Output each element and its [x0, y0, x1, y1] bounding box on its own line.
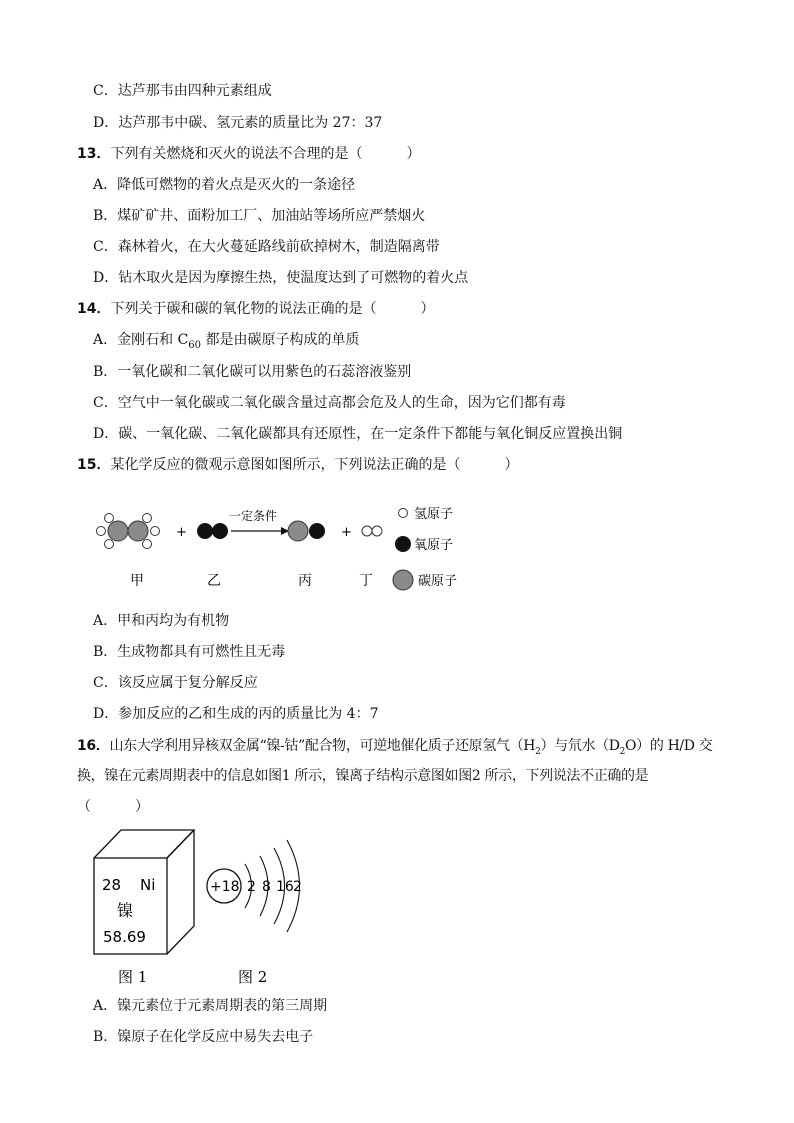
label-bing: 丙 — [298, 573, 312, 589]
question-16-stem-line1: 16．山东大学利用异核双金属“镍-钴”配合物，可逆地催化质子还原氢气$(H_2)$与氘水$(D_2O)$的 H/D 交 — [77, 738, 713, 757]
question-14-stem: 14．下列关于碳和碳的氧化物的说法正确的是（ ） — [77, 301, 435, 317]
hydrogen-atom — [151, 527, 160, 536]
hydrogen-atom — [97, 527, 106, 536]
legend-oxygen-icon — [395, 536, 411, 552]
q15-option-c: C．该反应属于复分解反应 — [93, 675, 258, 691]
label-yi: 乙 — [207, 573, 221, 589]
question-16-paren: （ ） — [77, 799, 149, 815]
shell-4-count: 2 — [293, 879, 302, 895]
figure-1-label: 图 1 — [118, 968, 148, 986]
option-c-prev: C．达芦那韦由四种元素组成 — [93, 83, 272, 99]
element-symbol: Ni — [140, 876, 156, 894]
question-16-stem-line2: 换，镍在元素周期表中的信息如图1 所示，镍离子结构示意图如图2 所示，下列说法不正确的是 — [77, 768, 649, 784]
plus-sign: + — [176, 525, 187, 540]
hydrogen-atom — [105, 514, 114, 523]
molecule-yi — [197, 523, 228, 539]
reaction-diagram — [90, 498, 480, 598]
option-d-prev: D．达芦那韦中碳、氢元素的质量比为 27：37 — [93, 115, 383, 131]
legend-hydrogen-label: 氢原子 — [414, 507, 454, 522]
hydrogen-atom — [372, 526, 382, 536]
atomic-mass: 58.69 — [103, 928, 146, 946]
q14-option-a: A．金刚石和 $C_{60}$ 都是由碳原子构成的单质 — [93, 332, 360, 351]
q13-option-c: C．森林着火，在大火蔓延路线前砍掉树木，制造隔离带 — [93, 239, 440, 255]
carbon-atom — [128, 521, 148, 541]
oxygen-atom — [212, 523, 228, 539]
legend-carbon-icon — [393, 570, 413, 590]
hydrogen-atom — [105, 540, 114, 549]
shell-3-count: 16 — [276, 879, 294, 895]
condition-label: 一定条件 — [229, 509, 278, 523]
figure-2-label: 图 2 — [238, 968, 268, 986]
molecule-bing — [288, 521, 325, 541]
label-jia: 甲 — [130, 573, 144, 589]
legend-hydrogen-icon — [399, 509, 408, 518]
shell-2-count: 8 — [262, 879, 271, 895]
question-13-stem: 13．下列有关燃烧和灭火的说法不合理的是（ ） — [77, 146, 421, 162]
q13-option-a: A．降低可燃物的着火点是灭火的一条途径 — [93, 177, 356, 193]
plus-sign: + — [341, 525, 352, 540]
molecule-ding — [362, 526, 382, 536]
hydrogen-atom — [143, 514, 152, 523]
q14-option-d: D．碳、一氧化碳、二氧化碳都具有还原性，在一定条件下都能与氧化铜反应置换出铜 — [93, 426, 623, 442]
hydrogen-atom — [362, 526, 372, 536]
hydrogen-atom — [143, 540, 152, 549]
q16-option-a: A．镍元素位于元素周期表的第三周期 — [93, 998, 328, 1014]
legend-oxygen-label: 氧原子 — [414, 538, 454, 553]
element-name: 镍 — [117, 901, 134, 920]
q13-option-d: D．钻木取火是因为摩擦生热，使温度达到了可燃物的着火点 — [93, 270, 469, 286]
legend-carbon-label: 碳原子 — [418, 574, 458, 589]
q14-option-c: C．空气中一氧化碳或二氧化碳含量过高都会危及人的生命，因为它们都有毒 — [93, 395, 566, 411]
nickel-figures — [90, 824, 320, 994]
q15-option-a: A．甲和丙均为有机物 — [93, 613, 230, 629]
q15-option-d: D．参加反应的乙和生成的丙的质量比为 4：7 — [93, 706, 379, 722]
carbon-atom — [288, 521, 308, 541]
q13-option-b: B．煤矿矿井、面粉加工厂、加油站等场所应严禁烟火 — [93, 208, 426, 224]
oxygen-atom — [309, 523, 325, 539]
shell-1-count: 2 — [247, 879, 256, 895]
label-ding: 丁 — [359, 573, 373, 589]
carbon-atom — [108, 521, 128, 541]
q16-option-b: B．镍原子在化学反应中易失去电子 — [93, 1029, 314, 1045]
q14-option-b: B．一氧化碳和二氧化碳可以用紫色的石蕊溶液鉴别 — [93, 364, 412, 380]
question-15-stem: 15．某化学反应的微观示意图如图所示，下列说法正确的是（ ） — [77, 457, 519, 473]
molecule-jia — [97, 514, 160, 549]
oxygen-atom — [197, 523, 213, 539]
q15-option-b: B．生成物都具有可燃性且无毒 — [93, 644, 286, 660]
atomic-number: 28 — [102, 876, 122, 894]
nuclear-charge: +18 — [210, 879, 240, 895]
